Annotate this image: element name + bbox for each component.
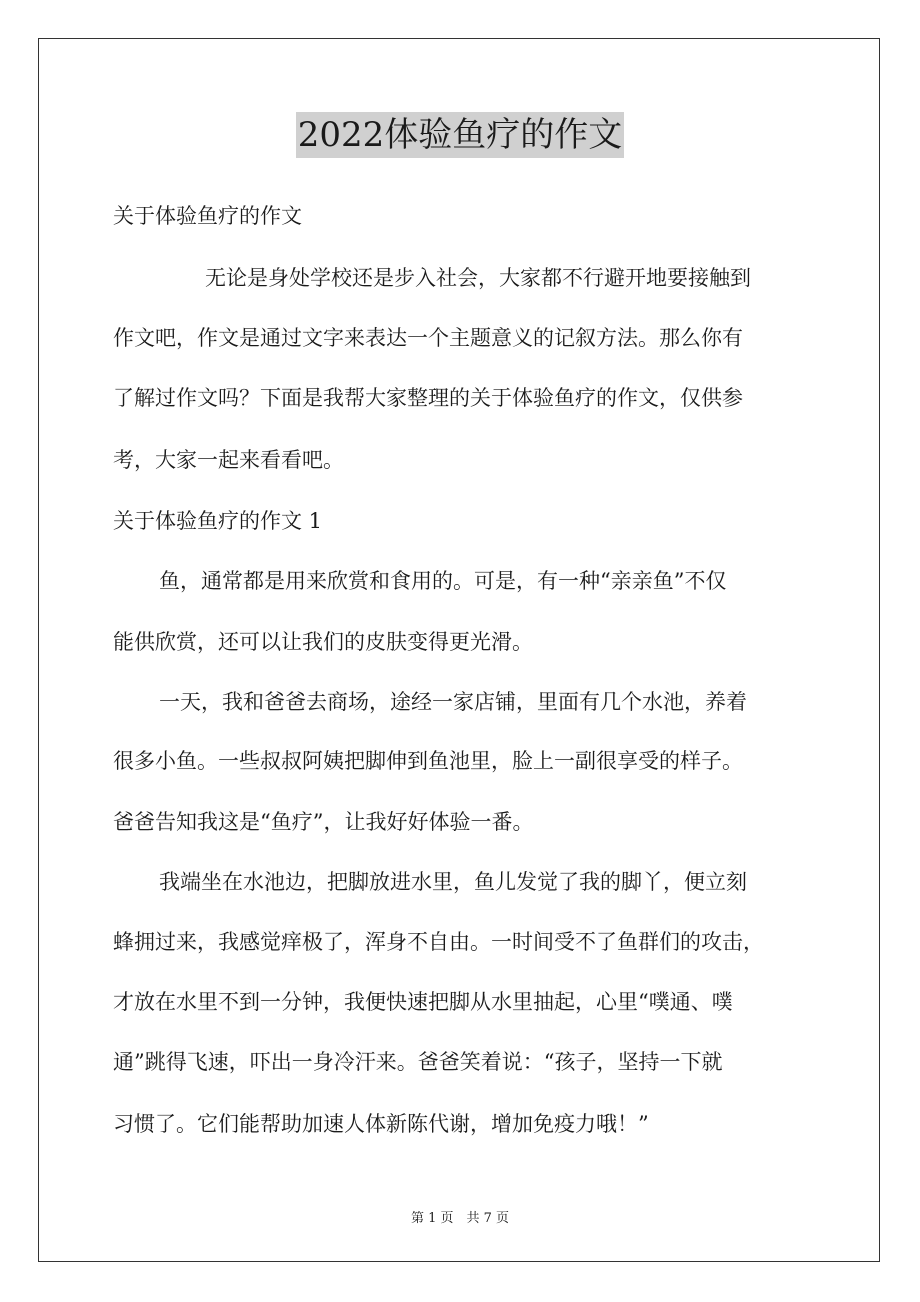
intro-line: 无论是身处学校还是步入社会，大家都不行避开地要接触到	[205, 266, 751, 290]
intro-line: 了解过作文吗？下面是我帮大家整理的关于体验鱼疗的作文，仅供参	[113, 386, 743, 410]
intro-line: 考，大家一起来看看吧。	[113, 448, 344, 472]
body-line: 才放在水里不到一分钟，我便快速把脚从水里抽起，心里“噗通、噗	[113, 990, 733, 1014]
body-line: 习惯了。它们能帮助加速人体新陈代谢，增加免疫力哦！”	[113, 1112, 649, 1136]
section-heading: 关于体验鱼疗的作文 1	[113, 509, 323, 533]
body-line: 通”跳得飞速，吓出一身冷汗来。爸爸笑着说：“孩子，坚持一下就	[113, 1050, 723, 1074]
title-container	[0, 112, 920, 158]
body-line: 能供欣赏，还可以让我们的皮肤变得更光滑。	[113, 630, 533, 654]
intro-line: 作文吧，作文是通过文字来表达一个主题意义的记叙方法。那么你有	[113, 326, 743, 350]
body-line: 很多小鱼。一些叔叔阿姨把脚伸到鱼池里，脸上一副很享受的样子。	[113, 749, 743, 773]
body-line: 鱼，通常都是用来欣赏和食用的。可是，有一种“亲亲鱼”不仅	[159, 569, 727, 593]
subtitle: 关于体验鱼疗的作文	[113, 204, 302, 228]
body-line: 爸爸告知我这是“鱼疗”，让我好好体验一番。	[113, 810, 534, 834]
body-line: 蜂拥过来，我感觉痒极了，浑身不自由。一时间受不了鱼群们的攻击，	[113, 930, 764, 954]
document-title: 2022体验鱼疗的作文	[296, 112, 625, 158]
body-line: 我端坐在水池边，把脚放进水里，鱼儿发觉了我的脚丫，便立刻	[159, 870, 747, 894]
body-line: 一天，我和爸爸去商场，途经一家店铺，里面有几个水池，养着	[159, 690, 747, 714]
page-footer: 第 1 页 共 7 页	[410, 1211, 510, 1226]
